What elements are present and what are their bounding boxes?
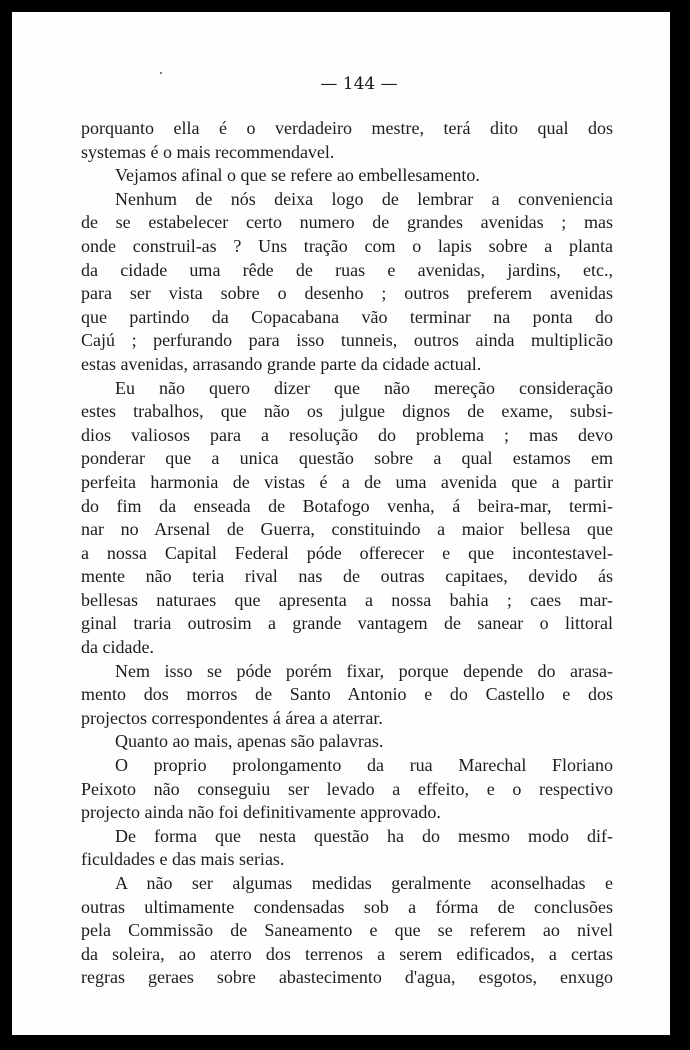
text-line: Cajú ; perfurando para isso tunneis, outros ainda multiplicão: [81, 330, 613, 351]
text-line: da cidade.: [81, 637, 154, 658]
text-line: Nenhum de nós deixa logo de lembrar a conveniencia: [115, 188, 613, 209]
text-line: mente não teria rival nas de outras capitaes, devido ás: [81, 566, 613, 587]
text-line: Quanto ao mais, apenas são palavras.: [115, 731, 384, 752]
text-line: Vejamos afinal o que se refere ao embellesamento.: [115, 165, 480, 186]
page-number: — 144 —: [320, 74, 398, 94]
text-line: mento dos morros de Santo Antonio e do Castello e dos: [81, 684, 613, 705]
text-line: porquanto ella é o verdadeiro mestre, terá dito qual dos: [81, 118, 613, 138]
text-line: estes trabalhos, que não os julgue dignos de exame, subsi-: [81, 401, 613, 422]
text-line: para ser vista sobre o desenho ; outros preferem avenidas: [81, 283, 613, 304]
text-line: onde construil-as ? Uns tração com o lapis sobre a planta: [81, 235, 613, 256]
text-line: ginal traria outrosim a grande vantagem de sanear o littoral: [81, 613, 613, 634]
text-line: da soleira, ao aterro dos terrenos a serem edificados, a certas: [81, 943, 613, 964]
text-line: que partindo da Copacabana vão terminar na ponta do: [81, 306, 613, 327]
text-line: Nem isso se póde porém fixar, porque depende do arasa-: [115, 660, 613, 681]
text-line: estas avenidas, arrasando grande parte da cidade actual.: [81, 353, 482, 374]
text-line: da cidade uma rêde de ruas e avenidas, jardins, etc.,: [81, 259, 613, 280]
text-line: de se estabelecer certo numero de grandes avenidas ; mas: [81, 212, 613, 233]
text-line: perfeita harmonia de vistas é a de uma avenida que a partir: [81, 471, 613, 492]
text-line: projectos correspondentes á área a aterrar.: [81, 707, 383, 728]
text-line: outras ultimamente condensadas sob a fórma de conclusões: [81, 896, 613, 917]
text-line: O proprio prolongamento da rua Marechal Floriano: [115, 755, 613, 776]
text-line: nar no Arsenal de Guerra, constituindo a maior bellesa que: [81, 519, 613, 540]
text-line: pela Commissão de Saneamento e que se referem ao nivel: [81, 920, 613, 941]
text-line: bellesas naturaes que apresenta a nossa bahia ; caes mar-: [81, 589, 613, 610]
page-text: [81, 117, 613, 990]
book-page: [12, 12, 670, 1035]
text-line: projecto ainda não foi definitivamente approvado.: [81, 802, 441, 823]
text-line: A não ser algumas medidas geralmente aconselhadas e: [115, 873, 613, 893]
text-line: ficuldades e das mais serias.: [81, 849, 285, 870]
text-line: do fim da enseada de Botafogo venha, á beira-mar, termi-: [81, 495, 613, 516]
text-line: Eu não quero dizer que não mereção consideração: [115, 377, 613, 398]
text-line: regras geraes sobre abastecimento d'agua, esgotos, enxugo: [81, 967, 613, 988]
text-line: ponderar que a unica questão sobre a qual estamos em: [81, 448, 613, 469]
text-line: systemas é o mais recommendavel.: [81, 141, 335, 162]
text-line: dios valiosos para a resolução do problema ; mas devo: [81, 424, 613, 445]
text-line: De forma que nesta questão ha do mesmo modo dif-: [115, 825, 613, 846]
text-line: a nossa Capital Federal póde offerecer e que incontestavel-: [81, 542, 613, 563]
text-line: Peixoto não conseguiu ser levado a effeito, e o respectivo: [81, 778, 613, 799]
